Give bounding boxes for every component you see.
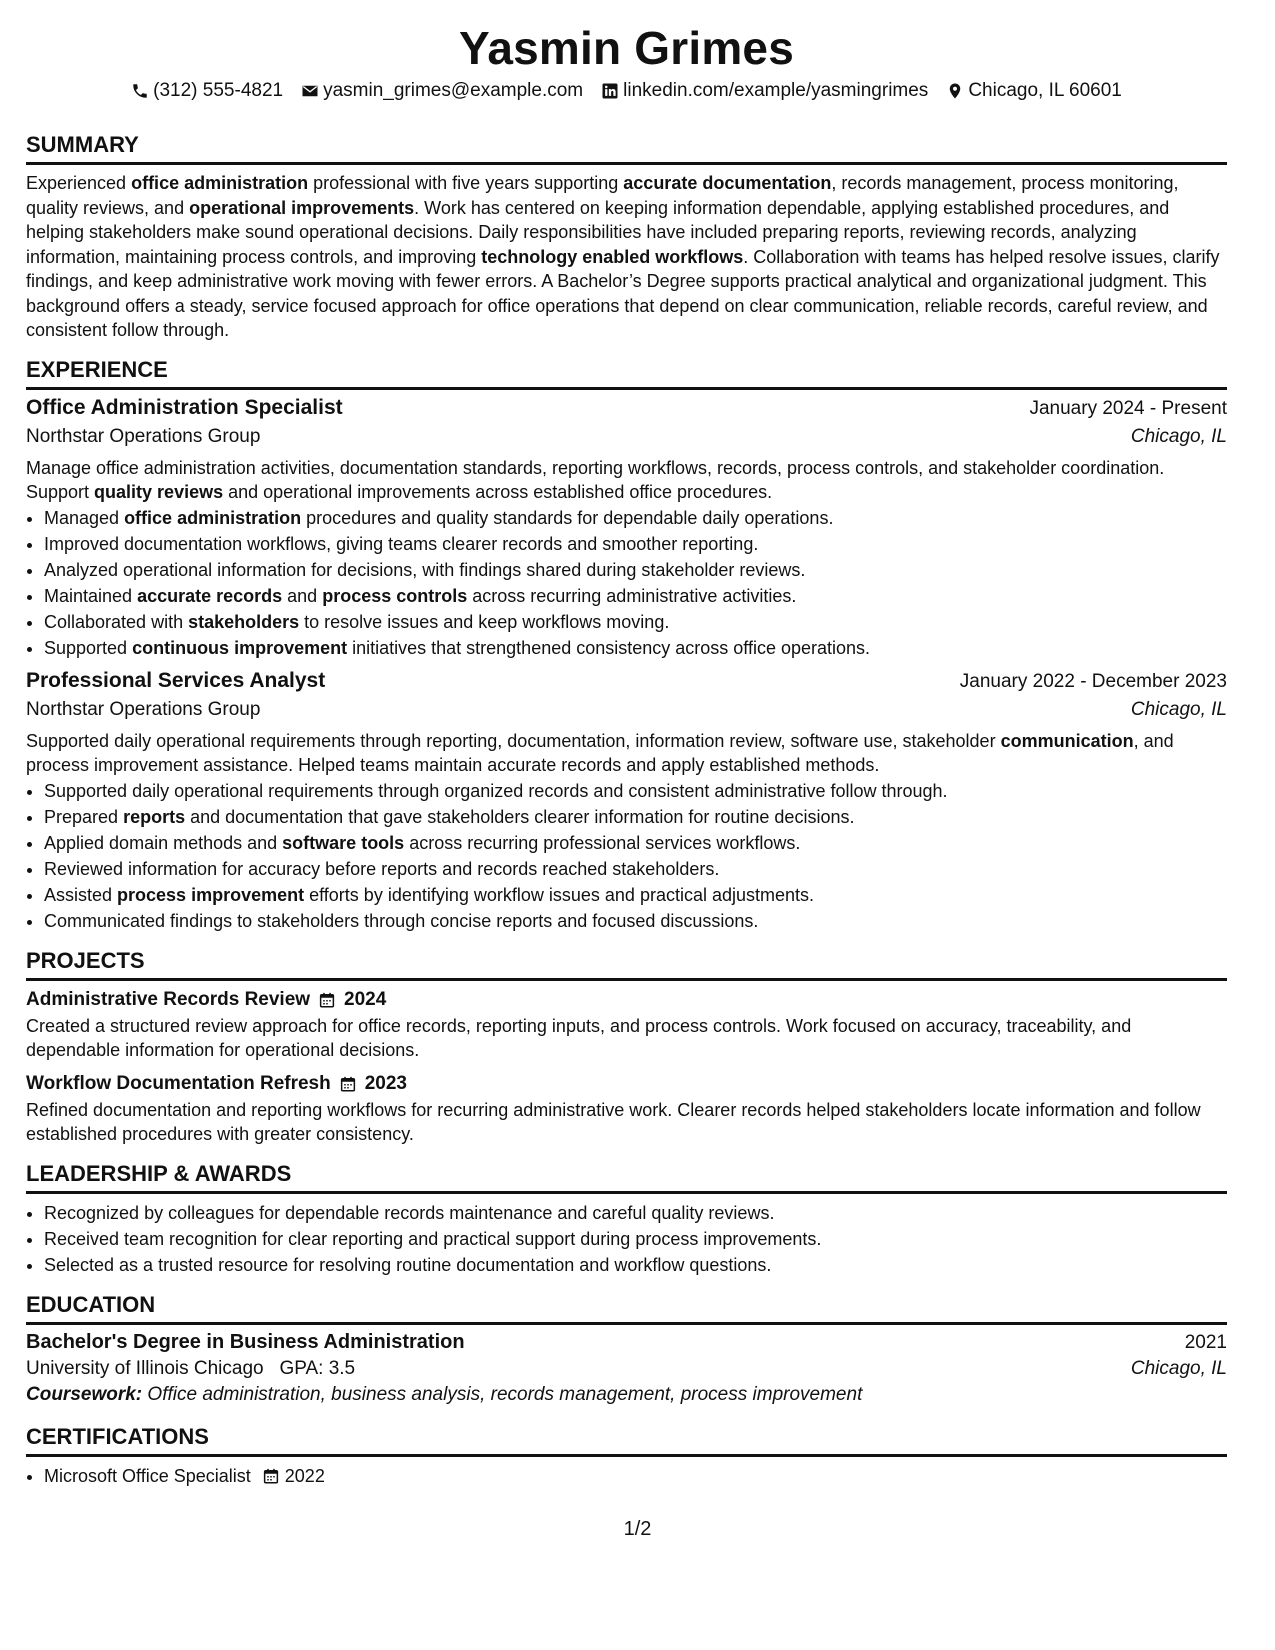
project-title-row [26, 1073, 407, 1095]
contact-email[interactable] [301, 80, 583, 102]
leadership-bullets [26, 1200, 1227, 1278]
job-description: Manage office administration activities, documentation standards, reporting workflows, records, process controls, and stakeholder coordination. Support quality reviews and operational improvements across established office procedures. [26, 457, 1165, 502]
section-title-experience: EXPERIENCE [26, 357, 1227, 390]
location-text: Chicago, IL 60601 [968, 80, 1122, 101]
project-entry [26, 989, 1227, 1063]
phone-icon [131, 82, 149, 100]
job-dates: January 2024 - Present [1029, 397, 1227, 419]
certification-list [26, 1463, 1227, 1489]
project-year: 2024 [344, 988, 387, 1010]
job-header-row [26, 396, 1227, 420]
job-title: Professional Services Analyst [26, 668, 326, 692]
calendar-icon [339, 1075, 357, 1093]
job-dates: January 2022 - December 2023 [959, 670, 1227, 692]
bullet-item: • Assisted process improvement efforts by identifying workflow issues and practical adjustments. [44, 882, 1227, 908]
education-school-row [26, 1358, 1227, 1380]
contact-phone [131, 80, 283, 102]
project-year: 2023 [364, 1072, 408, 1094]
job-company: Northstar Operations Group [26, 425, 261, 447]
bullet-item: • Managed office administration procedures and quality standards for dependable daily operations. [44, 505, 1227, 531]
job-bullets [26, 505, 1227, 661]
bullet-item: • Analyzed operational information for decisions, with findings shared during stakeholder reviews. [44, 557, 1227, 583]
job-entry [26, 396, 1227, 661]
bullet-item: • Selected as a trusted resource for resolving routine documentation and workflow questions. [44, 1252, 1227, 1278]
contact-info [26, 80, 1227, 102]
resume-header [26, 0, 1227, 102]
certification-year: 2022 [284, 1465, 325, 1486]
job-bullets [26, 778, 1227, 934]
gpa: GPA: 3.5 [279, 1357, 356, 1379]
bullet-item: • Supported daily operational requirements through organized records and consistent administrative follow through. [44, 778, 1227, 804]
project-description: Created a structured review approach for office records, reporting inputs, and process controls. Work focused on accuracy, traceability, and dependable information for operational decisions. [26, 1015, 1132, 1060]
bullet-item: • Recognized by colleagues for dependable records maintenance and careful quality reviews. [44, 1200, 1227, 1226]
job-company-row [26, 699, 1227, 721]
job-entry [26, 669, 1227, 934]
section-title-projects: PROJECTS [26, 948, 1227, 981]
bullet-item: • Maintained accurate records and process controls across recurring administrative activities. [44, 583, 1227, 609]
calendar-icon [318, 991, 336, 1009]
section-title-education: EDUCATION [26, 1292, 1227, 1325]
map-pin-icon [946, 82, 964, 100]
graduation-year: 2021 [1184, 1331, 1227, 1353]
coursework-text: Office administration, business analysis, records management, process improvement [147, 1383, 863, 1405]
job-location: Chicago, IL [1130, 425, 1227, 447]
candidate-name: Yasmin Grimes [459, 22, 794, 74]
job-company-row [26, 426, 1227, 448]
contact-linkedin[interactable] [601, 80, 928, 102]
certification-item [44, 1463, 1227, 1489]
bullet-item: • Reviewed information for accuracy before reports and records reached stakeholders. [44, 856, 1227, 882]
phone-text: (312) 555-4821 [153, 80, 284, 101]
project-title: Workflow Documentation Refresh [26, 1072, 331, 1094]
job-company: Northstar Operations Group [26, 698, 261, 720]
leadership-section [26, 1161, 1227, 1278]
job-header-row [26, 669, 1227, 693]
job-description: Supported daily operational requirements through reporting, documentation, information review, software use, stakeholder communication, and process improvement assistance. Helped teams maintain accurate records and apply established methods. [26, 730, 1174, 775]
school-location: Chicago, IL [1130, 1357, 1227, 1379]
linkedin-icon [601, 82, 619, 100]
project-description: Refined documentation and reporting workflows for recurring administrative work. Clearer records helped stakeholders locate information and follow established procedures with greater consistency. [26, 1099, 1201, 1144]
school-info [26, 1358, 355, 1380]
coursework-label: Coursework: [26, 1383, 143, 1405]
job-location: Chicago, IL [1130, 698, 1227, 720]
certifications-section [26, 1424, 1227, 1489]
experience-section [26, 357, 1227, 934]
bullet-item: • Communicated findings to stakeholders through concise reports and focused discussions. [44, 908, 1227, 934]
projects-section [26, 948, 1227, 1147]
envelope-icon [301, 82, 319, 100]
project-title: Administrative Records Review [26, 988, 311, 1010]
bullet-item: • Prepared reports and documentation that gave stakeholders clearer information for routine decisions. [44, 804, 1227, 830]
bullet-item: • Received team recognition for clear reporting and practical support during process improvements. [44, 1226, 1227, 1252]
email-text[interactable]: yasmin_grimes@example.com [323, 80, 584, 101]
contact-location [946, 80, 1122, 102]
summary-text: Experienced office administration professional with five years supporting accurate documentation, records management, process monitoring, quality reviews, and operational improvements. Work has centered on keeping information dependable, applying established procedures, and helping stakeholders make sound operational decisions. Daily responsibilities have included preparing reports, reviewing records, analyzing information, maintaining process controls, and improving technology enabled workflows. Collaboration with teams has helped resolve issues, clarify findings, and keep administrative work moving with fewer errors. A Bachelor’s Degree supports practical analytical and organizational judgment. This background offers a steady, service focused approach for office operations that depend on clear communication, reliable records, careful review, and consistent follow through. [26, 173, 1220, 340]
linkedin-text[interactable]: linkedin.com/example/yasmingrimes [623, 80, 929, 101]
bullet-item: • Supported continuous improvement initiatives that strengthened consistency across office operations. [44, 635, 1227, 661]
job-title: Office Administration Specialist [26, 395, 343, 419]
project-title-row [26, 989, 386, 1011]
school-name: University of Illinois Chicago [26, 1357, 264, 1379]
page-indicator: 1/2 [623, 1518, 652, 1540]
section-title-leadership: LEADERSHIP & AWARDS [26, 1161, 1227, 1194]
section-title-summary: SUMMARY [26, 132, 1227, 165]
project-entry [26, 1073, 1227, 1147]
bullet-item: • Improved documentation workflows, giving teams clearer records and smoother reporting. [44, 531, 1227, 557]
bullet-item: • Collaborated with stakeholders to resolve issues and keep workflows moving. [44, 609, 1227, 635]
certification-name: Microsoft Office Specialist [44, 1465, 251, 1486]
degree-title: Bachelor's Degree in Business Administration [26, 1330, 465, 1353]
education-section [26, 1292, 1227, 1406]
education-header-row [26, 1331, 1227, 1354]
bullet-item: • Applied domain methods and software tools across recurring professional services workflows. [44, 830, 1227, 856]
summary-section [26, 132, 1227, 343]
coursework [26, 1384, 1227, 1406]
section-title-certifications: CERTIFICATIONS [26, 1424, 1227, 1457]
calendar-icon [262, 1467, 280, 1485]
